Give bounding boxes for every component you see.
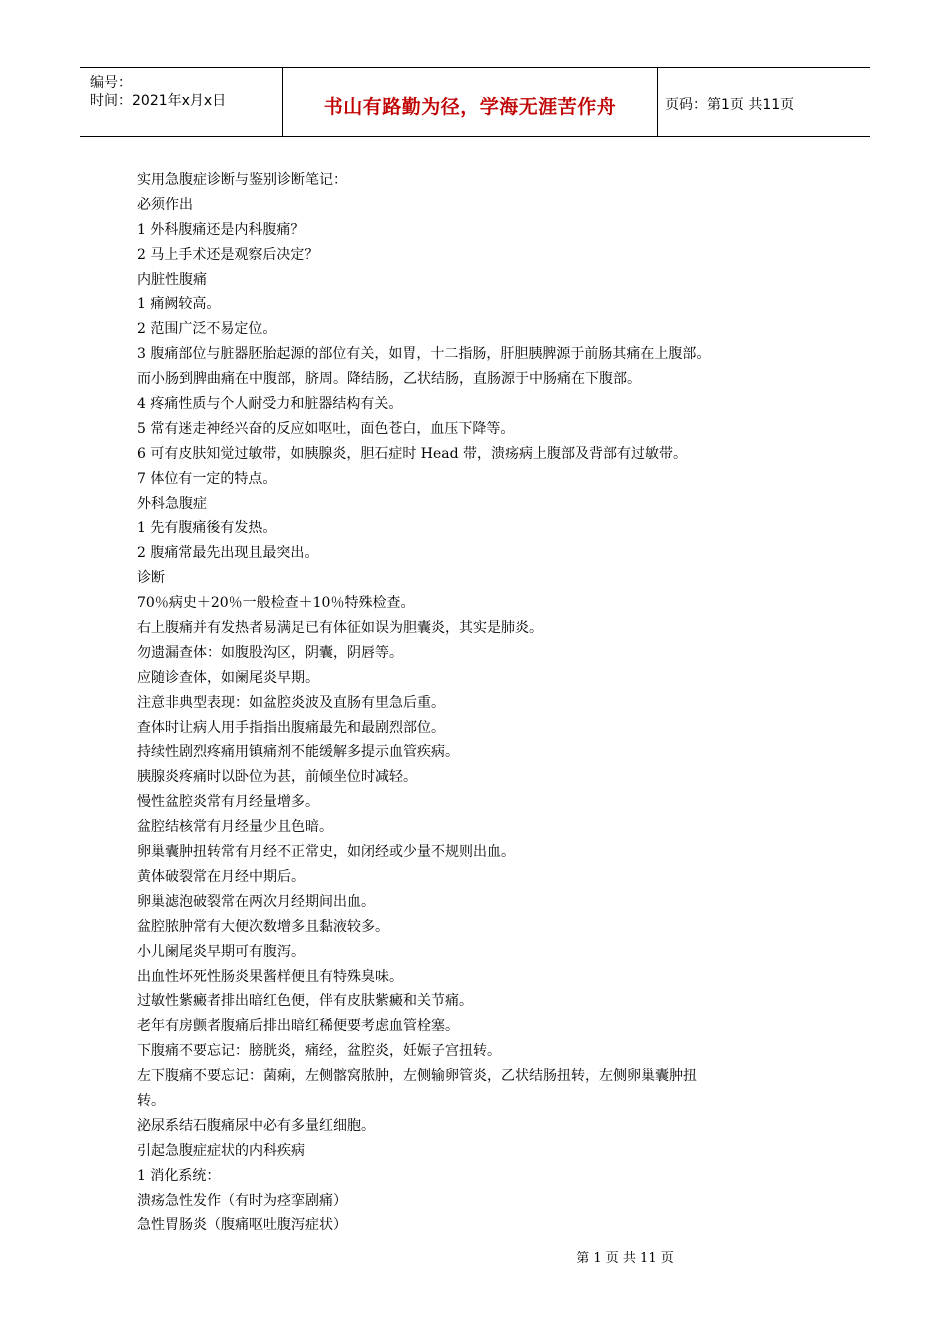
document-number-label: 编号： [90,75,132,91]
text-line: 3 腹痛部位与脏器胚胎起源的部位有关，如胃，十二指肠，肝胆胰脾源于前肠其痛在上腹部。 [137,346,711,363]
text-line: 转。 [137,1092,165,1109]
text-line: 卵巢囊肿扭转常有月经不正常史，如闭经或少量不规则出血。 [137,844,515,861]
text-line: 过敏性紫癜者排出暗红色便，伴有皮肤紫癜和关节痛。 [137,993,473,1010]
text-line: 下腹痛不要忘记：膀胱炎，痛经，盆腔炎，妊娠子宫扭转。 [137,1043,501,1060]
text-line: 出血性坏死性肠炎果酱样便且有特殊臭味。 [137,968,403,985]
text-line: 2 马上手术还是观察后决定？ [137,246,319,263]
text-line: 实用急腹症诊断与鉴别诊断笔记： [137,172,347,188]
page-footer [0,1247,950,1266]
header-page-cell [657,68,870,136]
text-line: 2 范围广泛不易定位。 [137,321,277,338]
text-line: 1 先有腹痛後有发热。 [137,520,277,537]
text-line: 溃疡急性发作（有时为痉挛剧痛） [137,1192,347,1209]
text-line: 盆腔结核常有月经量少且色暗。 [137,819,333,836]
text-line: 4 疼痛性质与个人耐受力和脏器结构有关。 [137,396,403,413]
text-line: 黄体破裂常在月经中期后。 [137,868,305,885]
header-left-cell [80,68,282,136]
text-line: 左下腹痛不要忘记：菌痢，左侧髂窝脓肿，左侧输卵管炎，乙状结肠扭转，左侧卵巢囊肿扭 [137,1068,697,1085]
text-line: 6 可有皮肤知觉过敏带，如胰腺炎，胆石症时 Head 带，溃疡病上腹部及背部有过敏带。 [137,445,688,462]
text-line: 应随诊查体，如阑尾炎早期。 [137,669,319,686]
text-line: 注意非典型表现：如盆腔炎波及直肠有里急后重。 [137,694,445,711]
text-line: 70％病史＋20％一般检查＋10％特殊检查。 [137,595,415,612]
text-line: 右上腹痛并有发热者易满足已有体征如误为胆囊炎，其实是肺炎。 [137,620,543,637]
text-line: 内脏性腹痛 [137,271,207,288]
document-body [137,168,827,1238]
text-line: 5 常有迷走神经兴奋的反应如呕吐，面色苍白，血压下降等。 [137,420,515,437]
text-line: 急性胃肠炎（腹痛呕吐腹泻症状） [137,1217,347,1234]
text-line: 外科急腹症 [137,495,207,512]
text-line: 小儿阑尾炎早期可有腹泻。 [137,943,305,960]
text-line: 必须作出 [137,196,193,213]
header-motto: 书山有路勤为径，学海无涯苦作舟 [323,96,617,118]
document-time-label: 时间：2021年x月x日 [90,93,227,109]
text-line: 持续性剧烈疼痛用镇痛剂不能缓解多提示血管疾病。 [137,744,459,761]
text-line: 1 消化系统： [137,1167,221,1184]
text-line: 胰腺炎疼痛时以卧位为甚，前倾坐位时减轻。 [137,769,417,786]
text-line: 盆腔脓肿常有大便次数增多且黏液较多。 [137,918,389,935]
text-line: 1 痛阙较高。 [137,296,221,313]
text-line: 勿遗漏查体：如腹股沟区，阴囊，阴唇等。 [137,644,403,661]
text-line: 泌尿系结石腹痛尿中必有多量红细胞。 [137,1117,375,1134]
text-line: 老年有房颤者腹痛后排出暗红稀便要考虑血管栓塞。 [137,1018,459,1035]
page-header [80,67,870,137]
text-line: 查体时让病人用手指指出腹痛最先和最剧烈部位。 [137,719,445,736]
text-line: 2 腹痛常最先出现且最突出。 [137,545,319,562]
text-line: 引起急腹症症状的内科疾病 [137,1142,305,1159]
footer-page-number: 第 1 页 共 11 页 [576,1251,674,1266]
text-line: 1 外科腹痛还是内科腹痛？ [137,221,305,238]
header-motto-cell [282,68,658,136]
text-line: 诊断 [137,570,165,587]
header-page-info: 页码：第1页 共11页 [665,97,795,113]
text-line: 7 体位有一定的特点。 [137,470,277,487]
text-line: 卵巢滤泡破裂常在两次月经期间出血。 [137,893,375,910]
text-line: 而小肠到脾曲痛在中腹部，脐周。降结肠，乙状结肠，直肠源于中肠痛在下腹部。 [137,371,641,388]
text-line: 慢性盆腔炎常有月经量增多。 [137,794,319,811]
